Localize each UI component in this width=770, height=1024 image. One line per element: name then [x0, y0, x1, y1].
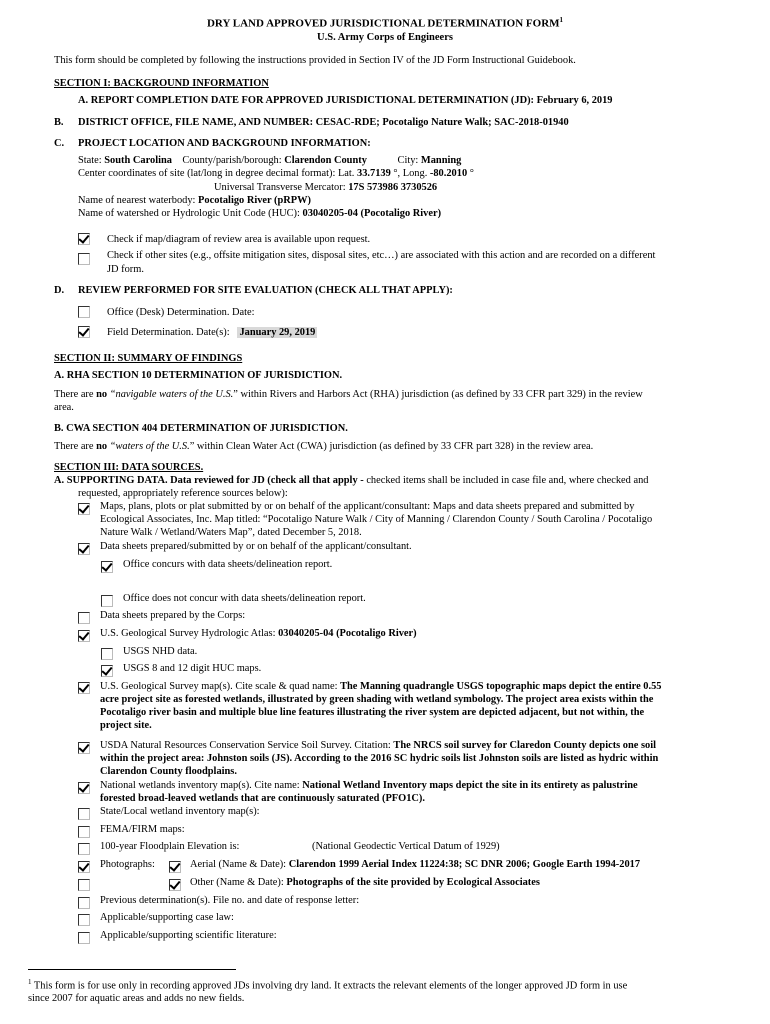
office-det-checkbox[interactable]	[78, 306, 90, 318]
usgs-nhd-label: USGS NHD data.	[123, 646, 198, 657]
usgs-map-checkbox[interactable]	[78, 682, 90, 694]
footnote-divider	[28, 969, 236, 970]
fema-checkbox[interactable]	[78, 826, 90, 838]
office-det-label: Office (Desk) Determination. Date:	[107, 307, 255, 318]
state-value: South Carolina	[104, 155, 172, 166]
usgs-map-line-3: Pocotaligo river basin and multiple blue line features illustrating the river system are depicted adjacent, but not within, the	[100, 707, 645, 718]
datasheets-checkbox[interactable]	[78, 543, 90, 555]
section1-c: PROJECT LOCATION AND BACKGROUND INFORMATION:	[78, 138, 371, 149]
maps-text-1: Maps, plans, plots or plat submitted by or on behalf of the applicant/consultant: Maps and data sheets prepared and submitted by	[100, 501, 635, 512]
footnote-line-2: since 2007 for aquatic areas and adds no new fields.	[28, 993, 245, 1004]
nwi-checkbox[interactable]	[78, 782, 90, 794]
section2-a-heading: A. RHA SECTION 10 DETERMINATION OF JURISDICTION.	[54, 370, 343, 381]
case-law-label: Applicable/supporting case law:	[100, 912, 234, 923]
field-det-checkbox[interactable]	[78, 326, 90, 338]
coordinates-line: Center coordinates of site (lat/long in degree decimal format): Lat. 33.7139 °, Long. -80.2010 °	[78, 168, 474, 179]
state-local-checkbox[interactable]	[78, 808, 90, 820]
floodplain-datum: (National Geodectic Vertical Datum of 1929)	[312, 841, 500, 852]
section1-b-label: B.	[54, 117, 64, 128]
lat-value: 33.7139	[357, 168, 391, 179]
map-check-label: Check if map/diagram of review area is available upon request.	[107, 234, 371, 245]
intro-text: This form should be completed by following the instructions provided in Section IV of the JD Form Instructional Guidebook.	[54, 55, 576, 66]
form-title: DRY LAND APPROVED JURISDICTIONAL DETERMINATION FORM$^1$	[206, 16, 564, 30]
section2-a-text: There are no “navigable waters of the U.S.” within Rivers and Harbors Act (RHA) jurisdiction (as defined by 33 CFR part 329) in the review	[54, 389, 643, 400]
section2-b-heading: B. CWA SECTION 404 DETERMINATION OF JURISDICTION.	[54, 423, 348, 434]
aerial-value: Clarendon 1999 Aerial Index 11224:38; SC DNR 2006; Google Earth 1994-2017	[288, 859, 641, 870]
other-sites-label-1: Check if other sites (e.g., offsite mitigation sites, disposal sites, etc…) are associated with this action and are recorded on a different	[107, 250, 656, 261]
usgs-huc-checkbox[interactable]	[101, 665, 113, 677]
waterbody-value: Pocotaligo River (pRPW)	[198, 195, 311, 206]
other-photos-value: Photographs of the site provided by Ecological Associates	[286, 877, 540, 888]
aerial-checkbox[interactable]	[169, 861, 181, 873]
section2-a-text-2: area.	[54, 402, 74, 413]
section3-heading: SECTION III: DATA SOURCES.	[54, 462, 204, 473]
section1-d-label: D.	[54, 285, 65, 296]
sci-lit-label: Applicable/supporting scientific literature:	[100, 930, 277, 941]
sci-lit-checkbox[interactable]	[78, 932, 90, 944]
floodplain-label: 100-year Floodplain Elevation is:	[100, 841, 240, 852]
section1-b: DISTRICT OFFICE, FILE NAME, AND NUMBER: CESAC-RDE; Pocotaligo Nature Walk; SAC-2018-01940	[78, 117, 569, 128]
usgs-huc-label: USGS 8 and 12 digit HUC maps.	[123, 663, 262, 674]
section3-a-heading-2: requested, appropriately reference sources below):	[78, 488, 288, 499]
section1-c-label: C.	[54, 138, 65, 149]
other-photos-checkbox[interactable]	[169, 879, 181, 891]
long-value: -80.2010	[429, 168, 468, 179]
location-line: State: South Carolina County/parish/borough: Clarendon County City: Manning	[78, 155, 462, 166]
other-sites-checkbox[interactable]	[78, 253, 90, 265]
usgs-nhd-checkbox[interactable]	[101, 648, 113, 660]
utm-line: Universal Transverse Mercator: 17S 573986 3730526	[214, 182, 438, 193]
photographs-checkbox[interactable]	[78, 861, 90, 873]
office-concurs-label: Office concurs with data sheets/delineation report.	[123, 559, 333, 570]
city-value: Manning	[420, 155, 462, 166]
map-checkbox[interactable]	[78, 233, 90, 245]
nwi-line-2: forested broad-leaved wetlands that are continuously saturated (PFO1C).	[100, 793, 425, 804]
nrcs-line-2: within the project area: Johnston soils (JS). According to the 2016 SC hydric soils list Johnston soils are listed as hydric within	[100, 753, 659, 764]
usgs-atlas-value: 03040205-04 (Pocotaligo River)	[278, 628, 417, 639]
waterbody-line: Name of nearest waterbody: Pocotaligo River (pRPW)	[78, 195, 311, 206]
county-value: Clarendon County	[284, 155, 367, 166]
office-not-concur-checkbox[interactable]	[101, 595, 113, 607]
floodplain-checkbox[interactable]	[78, 843, 90, 855]
field-det-line: Field Determination. Date(s): January 29, 2019	[107, 327, 316, 338]
footnote-line-1: $^1$ This form is for use only in recording approved JDs involving dry land. It extracts the relevant elements of the longer approved JD form in use	[28, 978, 628, 992]
datasheets-label: Data sheets prepared/submitted by or on behalf of the applicant/consultant.	[100, 541, 412, 552]
section1-d: REVIEW PERFORMED FOR SITE EVALUATION (CHECK ALL THAT APPLY):	[78, 285, 453, 296]
footnote-ref: 1	[559, 16, 564, 24]
section2-b-text: There are no “waters of the U.S.” within Clean Water Act (CWA) jurisdiction (as defined by 33 CFR part 328) in the review area.	[54, 441, 594, 452]
nrcs-line-1: USDA Natural Resources Conservation Service Soil Survey. Citation: The NRCS soil survey for Claredon County depicts one soil	[100, 740, 656, 751]
section2-heading: SECTION II: SUMMARY OF FINDINGS	[54, 353, 243, 364]
previous-det-label: Previous determination(s). File no. and date of response letter:	[100, 895, 360, 906]
corps-sheets-label: Data sheets prepared by the Corps:	[100, 610, 246, 621]
other-sites-label-2: JD form.	[107, 264, 144, 275]
usgs-atlas-line: U.S. Geological Survey Hydrologic Atlas: 03040205-04 (Pocotaligo River)	[100, 628, 417, 639]
other-photos-line: Other (Name & Date): Photographs of the site provided by Ecological Associates	[190, 877, 540, 888]
photographs-label: Photographs:	[100, 859, 155, 870]
nrcs-checkbox[interactable]	[78, 742, 90, 754]
section1-heading: SECTION I: BACKGROUND INFORMATION	[54, 78, 269, 89]
corps-sheets-checkbox[interactable]	[78, 612, 90, 624]
case-law-checkbox[interactable]	[78, 914, 90, 926]
other-photo-row-checkbox[interactable]	[78, 879, 90, 891]
field-date-value: January 29, 2019	[239, 327, 316, 338]
section3-a-heading: A. SUPPORTING DATA. Data reviewed for JD (check all that apply - checked items shall be included in case file and, where checked and	[54, 475, 649, 486]
maps-text-2: Ecological Associates, Inc. Map titled: “Pocotaligo Nature Walk / City of Manning / Clarendon County / South Carolina / Pocotaligo	[100, 514, 653, 525]
huc-line: Name of watershed or Hydrologic Unit Code (HUC): 03040205-04 (Pocotaligo River)	[78, 208, 442, 219]
usgs-atlas-checkbox[interactable]	[78, 630, 90, 642]
form-subtitle: U.S. Army Corps of Engineers	[317, 32, 453, 43]
usgs-map-line-1: U.S. Geological Survey map(s). Cite scale & quad name: The Manning quadrangle USGS topographic maps depict the entire 0.55	[100, 681, 662, 692]
office-concurs-checkbox[interactable]	[101, 561, 113, 573]
nwi-line-1: National wetlands inventory map(s). Cite name: National Wetland Inventory maps depict the site in its entirety as palustrine	[100, 780, 638, 791]
utm-value: 17S 573986 3730526	[348, 182, 438, 193]
previous-det-checkbox[interactable]	[78, 897, 90, 909]
usgs-map-line-4: project site.	[100, 720, 152, 731]
section1-a: A. REPORT COMPLETION DATE FOR APPROVED JURISDICTIONAL DETERMINATION (JD): February 6, 2019	[78, 95, 613, 106]
nrcs-line-3: Clarendon County floodplains.	[100, 766, 237, 777]
state-local-label: State/Local wetland inventory map(s):	[100, 806, 260, 817]
aerial-line: Aerial (Name & Date): Clarendon 1999 Aerial Index 11224:38; SC DNR 2006; Google Earth 1994-2017	[190, 859, 641, 870]
office-not-concur-label: Office does not concur with data sheets/delineation report.	[123, 593, 366, 604]
huc-value: 03040205-04 (Pocotaligo River)	[302, 208, 442, 219]
usgs-map-line-2: acre project site as forested wetlands, illustrated by green shading with wetland symbology. The project area exists within the	[100, 694, 654, 705]
maps-text-3: Nature Walk / Wetland/Waters Map”, dated December 5, 2018.	[100, 527, 362, 538]
fema-label: FEMA/FIRM maps:	[100, 824, 185, 835]
maps-checkbox[interactable]	[78, 503, 90, 515]
